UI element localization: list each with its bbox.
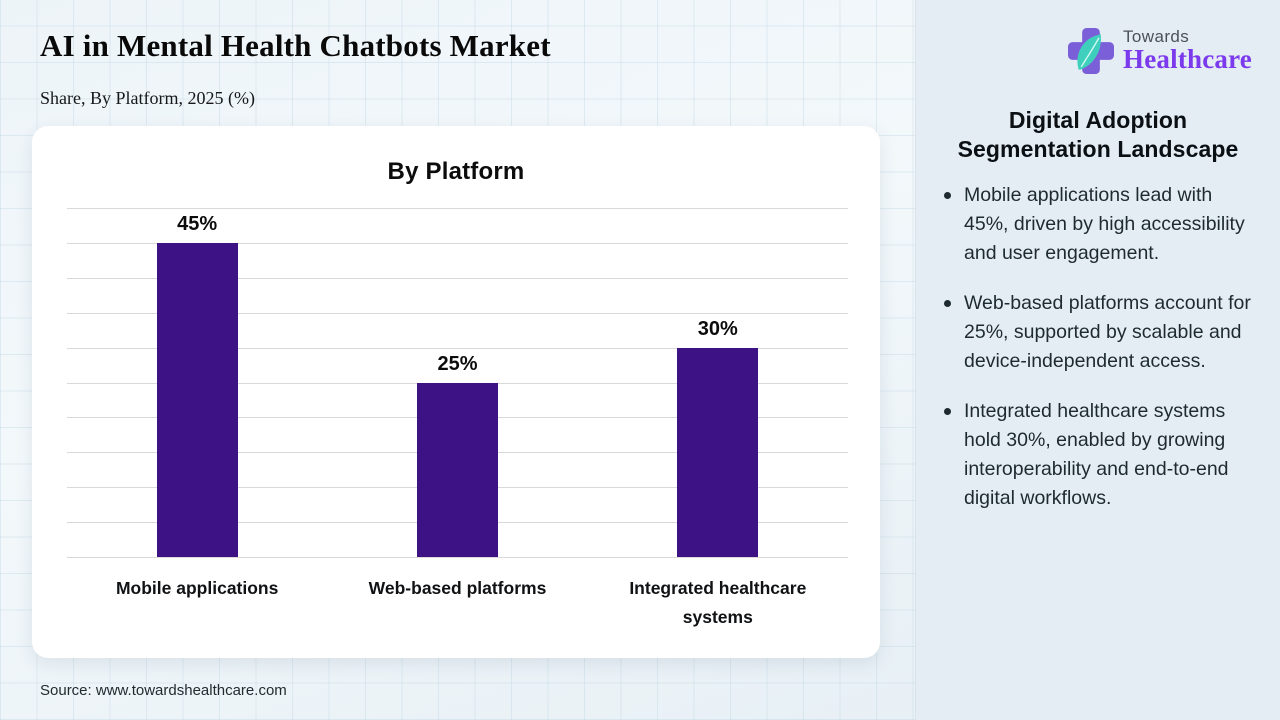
bar-value-label: 30% (697, 317, 738, 340)
bar-column-mobile-applications (67, 208, 327, 557)
bars-row (67, 208, 848, 557)
bar-chart-plot-area (67, 208, 848, 558)
category-label-web-based-platforms: Web-based platforms (368, 578, 547, 598)
cross-leaf-icon (1068, 26, 1114, 76)
chart-card (32, 126, 880, 658)
bullet-dot-icon (944, 192, 951, 199)
bullet-item-web (944, 289, 1254, 376)
bar-value-label: 25% (437, 352, 478, 375)
sidebar-heading: Digital Adoption Segmentation Landscape (957, 107, 1239, 162)
category-axis (67, 574, 848, 632)
bar-integrated-healthcare-systems (677, 348, 758, 557)
page-subtitle: Share, By Platform, 2025 (%) (40, 88, 255, 108)
bullet-dot-icon (944, 300, 951, 307)
bar-column-web-based-platforms (327, 208, 587, 557)
category-label-integrated-healthcare-systems: Integrated healthcare systems (629, 578, 807, 627)
bar-column-integrated-healthcare-systems (588, 208, 848, 557)
page-title: AI in Mental Health Chatbots Market (40, 28, 551, 63)
bullet-text: Integrated healthcare systems hold 30%, enabled by growing interoperability and end-to-end digital workflows. (964, 400, 1229, 509)
chart-title: By Platform (387, 158, 525, 185)
bullet-text: Mobile applications lead with 45%, driven by high accessibility and user engagement. (964, 184, 1245, 264)
bullet-text: Web-based platforms account for 25%, supported by scalable and device-independent access. (964, 292, 1251, 372)
category-label-mobile-applications: Mobile applications (115, 578, 279, 598)
bar-web-based-platforms (417, 383, 498, 558)
bullet-list (944, 181, 1254, 513)
bullet-dot-icon (944, 408, 951, 415)
bullet-item-integrated (944, 397, 1254, 513)
bar-mobile-applications (157, 243, 238, 557)
logo-towards-text: Towards (1123, 27, 1190, 46)
bullet-item-mobile (944, 181, 1254, 268)
logo-healthcare-text: Healthcare (1123, 44, 1252, 74)
source-text: Source: www.towardshealthcare.com (40, 682, 287, 699)
towards-healthcare-logo (1068, 26, 1252, 76)
logo-text (1123, 27, 1252, 75)
sidebar (915, 0, 1280, 720)
bar-value-label: 45% (177, 212, 218, 235)
